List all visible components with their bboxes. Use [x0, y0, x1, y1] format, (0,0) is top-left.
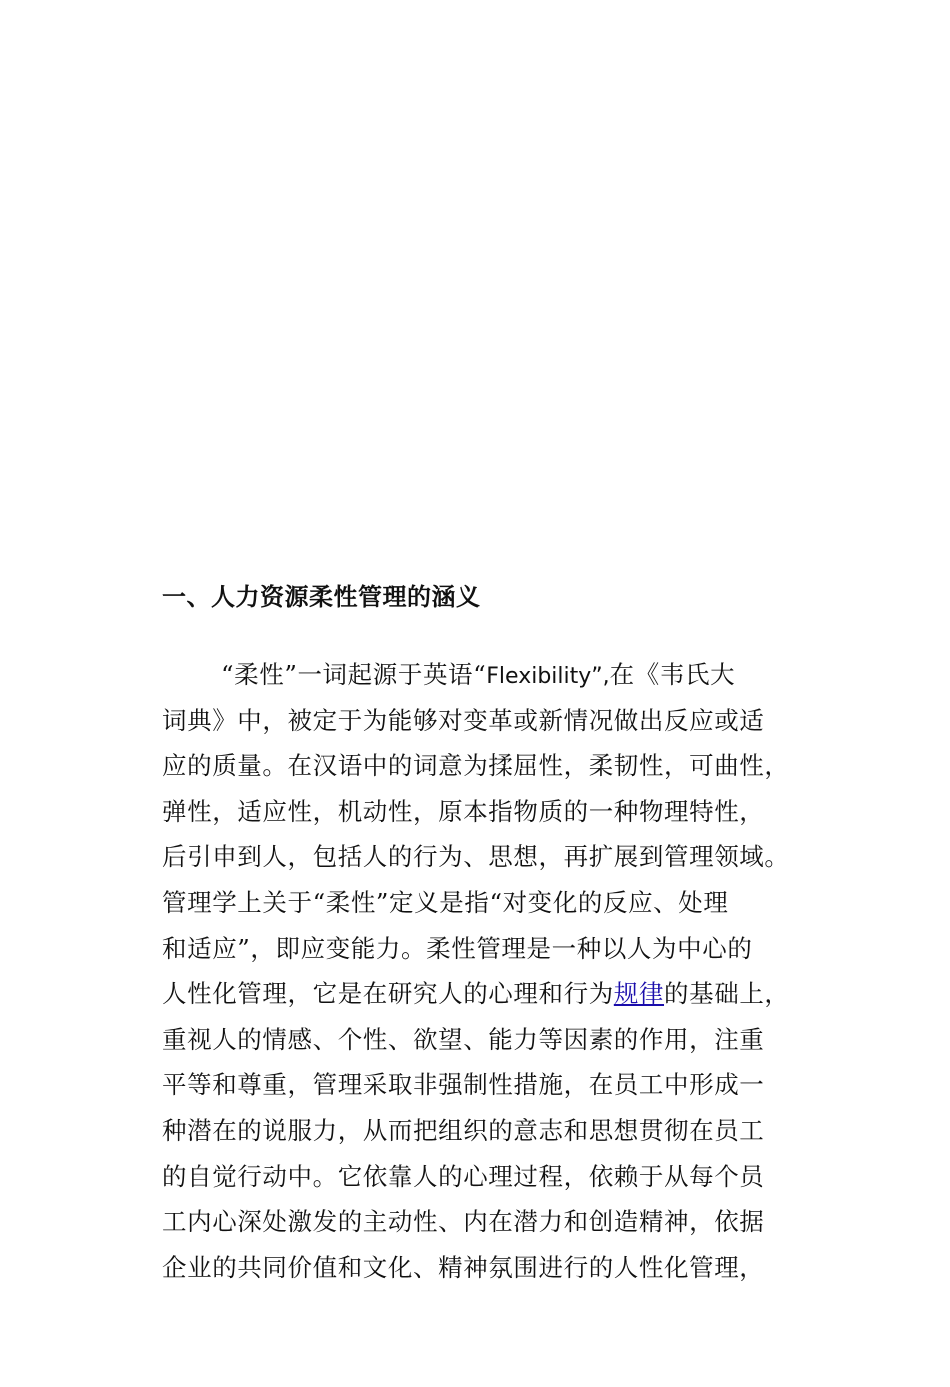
law-link[interactable]: 规律: [613, 979, 665, 1009]
english-term: Flexibility”,: [486, 664, 610, 689]
paragraph-line: 的自觉行动中。它依靠人的心理过程，依赖于从每个员: [162, 1161, 765, 1191]
paragraph-line: 重视人的情感、个性、欲望、能力等因素的作用，注重: [162, 1024, 765, 1054]
paragraph-line: 弹性，适应性，机动性，原本指物质的一种物理特性，: [162, 796, 765, 826]
paragraph-line: 后引申到人，包括人的行为、思想，再扩展到管理领域。: [162, 842, 790, 872]
paragraph-line: 词典》中，被定于为能够对变革或新情况做出反应或适: [162, 705, 765, 735]
line-text: 人性化管理，它是在研究人的心理和行为: [162, 979, 614, 1009]
line-text: 在《韦氏大: [609, 660, 736, 689]
paragraph-line: 种潜在的说服力，从而把组织的意志和思想贯彻在员工: [162, 1115, 765, 1145]
paragraph-line: 应的质量。在汉语中的词意为揉屈性，柔韧性，可曲性，: [162, 751, 790, 781]
paragraph-line: 工内心深处激发的主动性、内在潜力和创造精神，依据: [162, 1207, 765, 1237]
line-text: 的基础上，: [664, 979, 790, 1009]
paragraph-line: [162, 971, 842, 1017]
paragraph-line: 平等和尊重，管理采取非强制性措施，在员工中形成一: [162, 1070, 765, 1100]
paragraph-line: [162, 652, 842, 698]
paragraph-line: 和适应”，即应变能力。柔性管理是一种以人为中心的: [162, 933, 753, 963]
paragraph-line: 管理学上关于“柔性”定义是指“对变化的反应、处理: [162, 887, 729, 917]
body-paragraph: [162, 652, 842, 1290]
section-heading: 一、人力资源柔性管理的涵义: [162, 583, 481, 611]
paragraph-line: 企业的共同价值和文化、精神氛围进行的人性化管理，: [162, 1252, 765, 1282]
line-text: “柔性”一词起源于英语“: [221, 660, 487, 689]
